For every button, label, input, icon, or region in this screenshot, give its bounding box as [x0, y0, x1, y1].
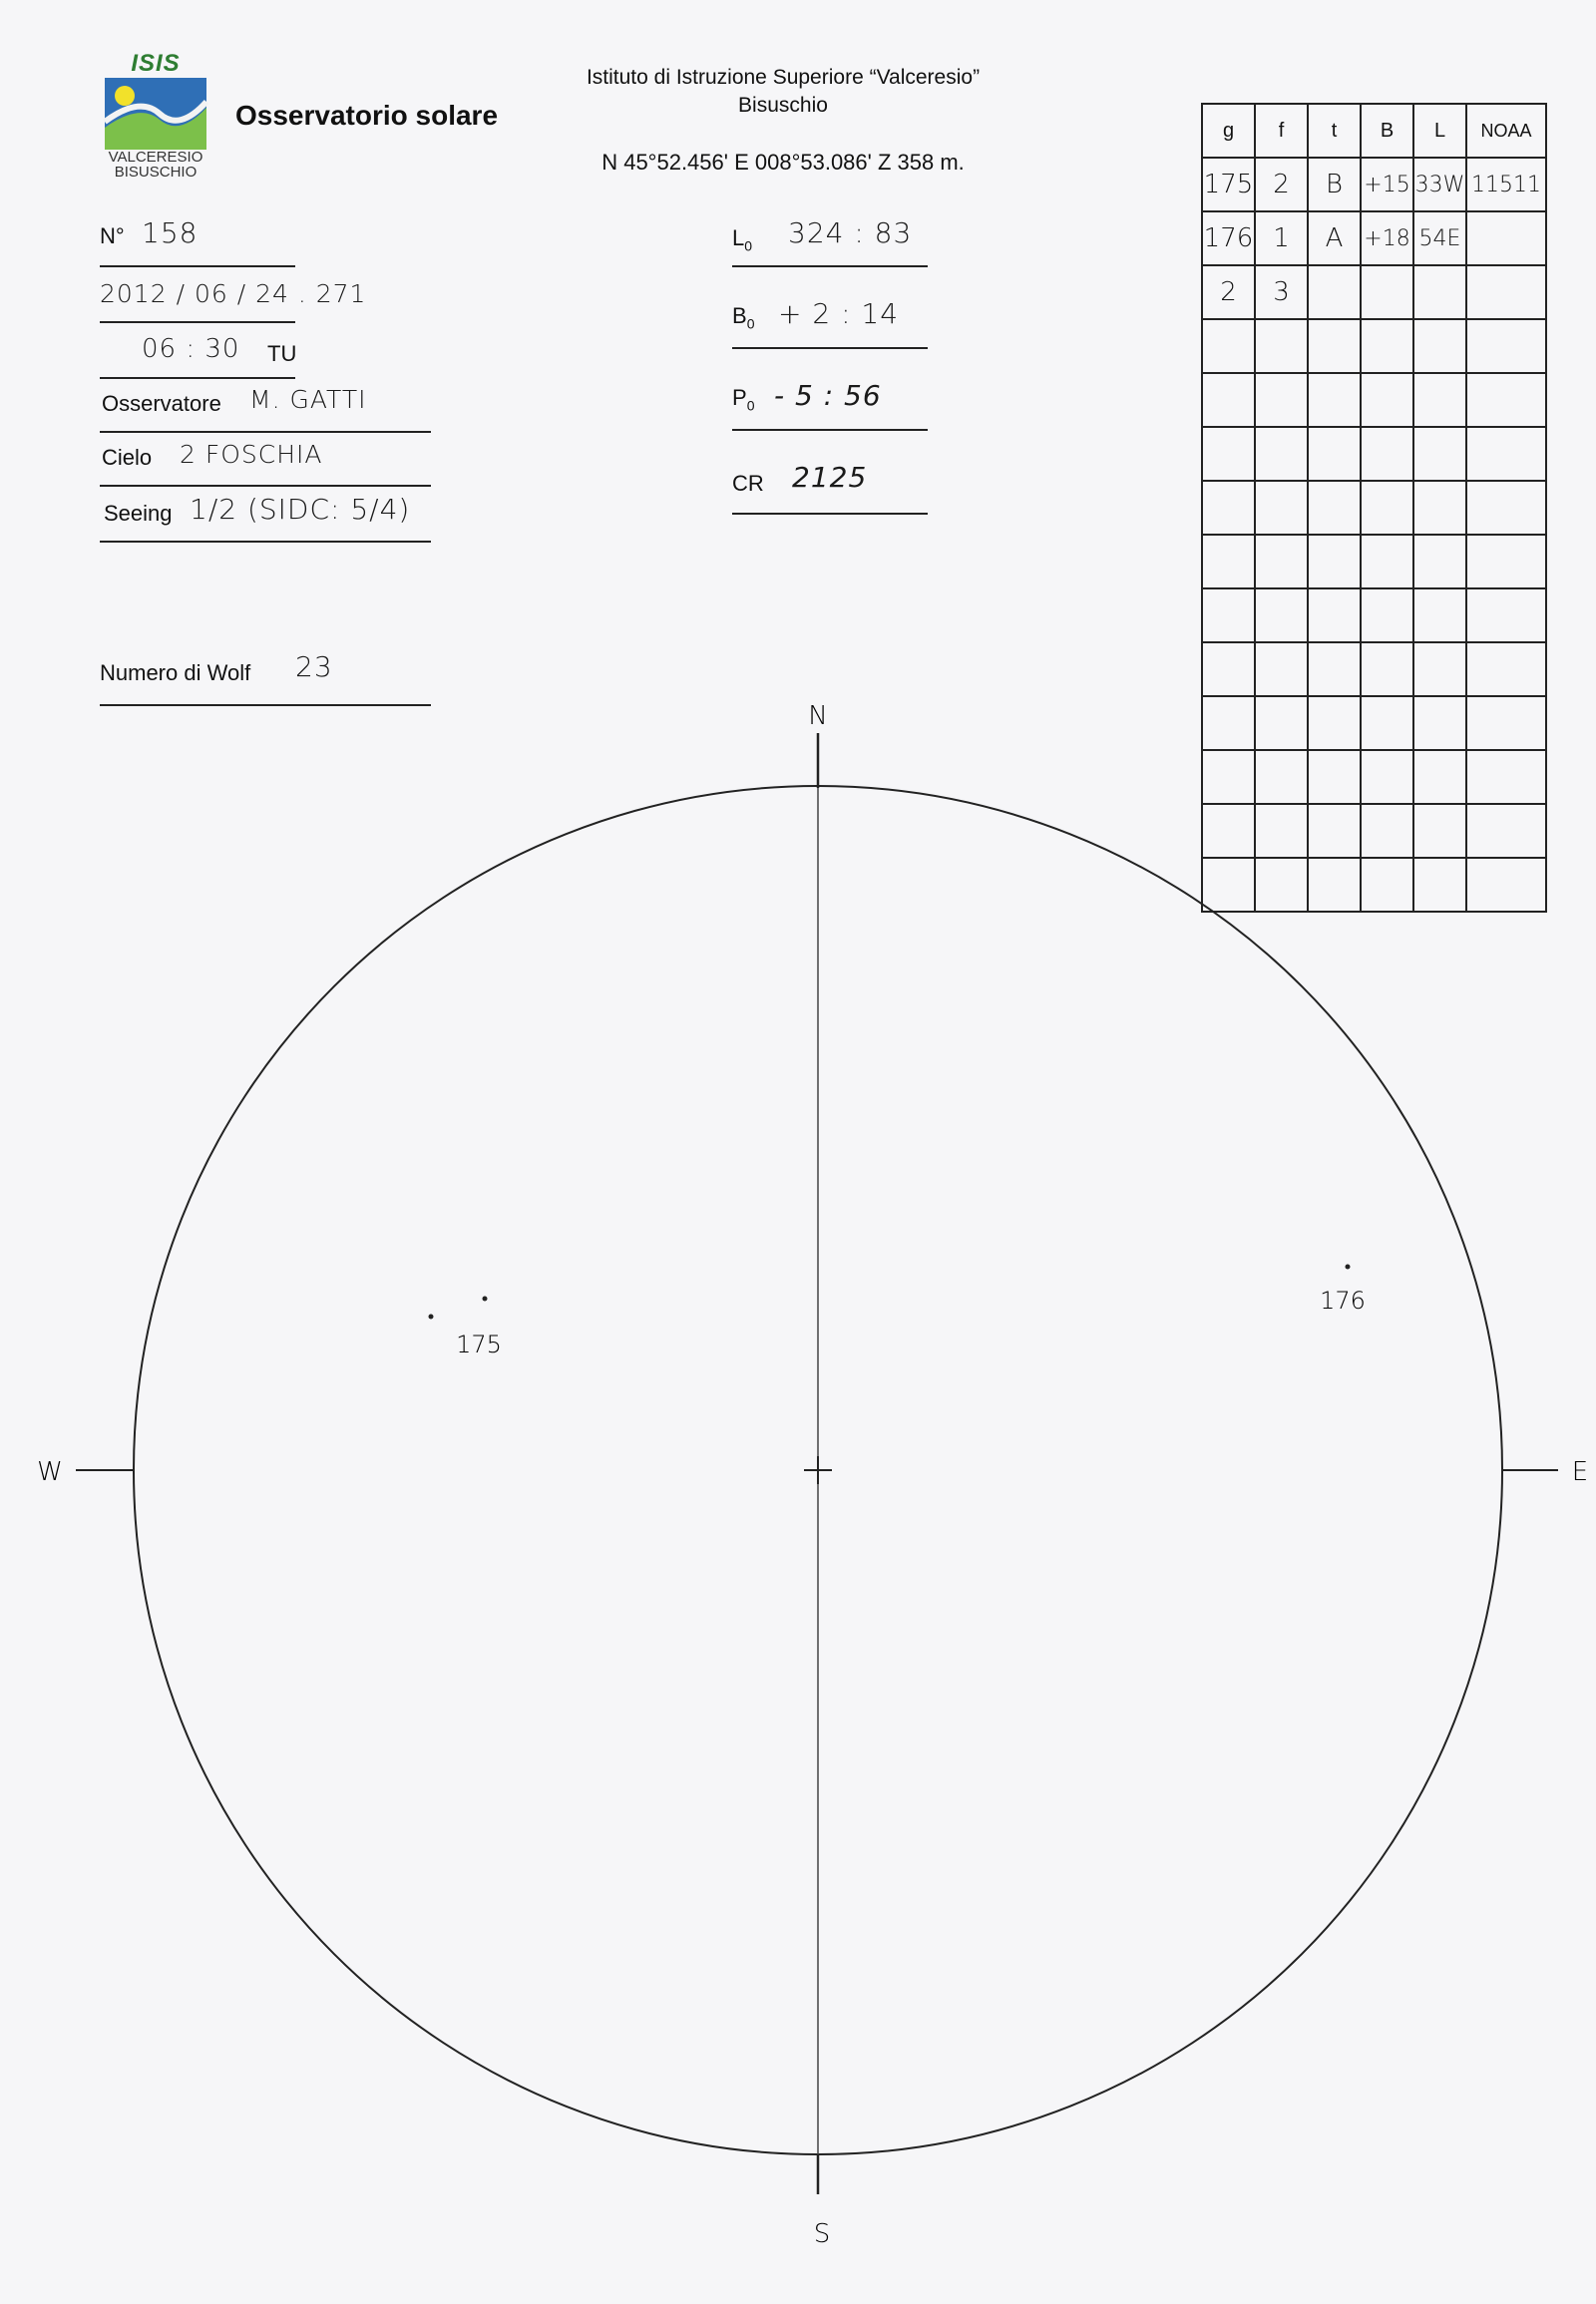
header-noaa: NOAA: [1466, 104, 1546, 158]
seeing-value: 1/2 (SIDC: 5/4): [190, 493, 411, 526]
table-cell: 54E: [1413, 211, 1466, 265]
sunspot-175-b: [483, 1297, 488, 1302]
sunspot-176-a: [1346, 1265, 1351, 1270]
b0-value: + 2 : 14: [778, 297, 900, 330]
west-label: W: [37, 1457, 63, 1487]
observatory-coordinates: N 45°52.456' E 008°53.086' Z 358 m.: [601, 150, 965, 175]
p0-label: $P_0$: [732, 385, 755, 414]
group-175-label: 175: [456, 1331, 502, 1358]
l0-value: 324 : 83: [788, 216, 913, 249]
cr-label: CR: [732, 471, 764, 496]
logo-caption-line1: VALCERESIO: [108, 149, 203, 166]
wolf-number-label: Numero di Wolf: [100, 660, 251, 685]
table-cell: A: [1308, 211, 1361, 265]
l0-label: $L_0$: [732, 225, 753, 254]
number-value: 158: [142, 216, 199, 249]
time-value: 06 : 30: [142, 334, 240, 364]
table-cell: 33W: [1413, 158, 1466, 211]
logo-wordmark: ISIS: [131, 50, 181, 77]
header-f: f: [1255, 104, 1308, 158]
seeing-label: Seeing: [104, 501, 173, 526]
table-cell: 3: [1255, 265, 1308, 319]
table-cell: 175: [1202, 158, 1255, 211]
table-cell: +15: [1361, 158, 1413, 211]
table-cell: +18: [1361, 211, 1413, 265]
south-label: S: [813, 2219, 831, 2249]
institute-name: Istituto di Istruzione Superiore “Valceresio”: [586, 66, 981, 89]
logo-caption-line2: BISUSCHIO: [114, 164, 198, 181]
table-cell: 1: [1255, 211, 1308, 265]
sunspot-175-a: [429, 1315, 434, 1320]
institute-town: Bisuschio: [738, 94, 828, 117]
p0-value: - 5 : 56: [774, 379, 882, 412]
b0-label: $B_0$: [732, 303, 755, 332]
sky-value: 2 FOSCHIA: [180, 440, 323, 469]
table-cell: 2: [1202, 265, 1255, 319]
header-l: L: [1413, 104, 1466, 158]
sky-label: Cielo: [102, 445, 153, 470]
header-t: t: [1308, 104, 1361, 158]
time-unit: TU: [267, 341, 297, 366]
table-cell: 2: [1255, 158, 1308, 211]
header-g: g: [1202, 104, 1255, 158]
east-label: E: [1571, 1457, 1589, 1487]
observer-value: M. GATTI: [249, 385, 367, 414]
observatory-title: Osservatorio solare: [235, 100, 499, 131]
table-cell: 176: [1202, 211, 1255, 265]
wolf-number-value: 23: [295, 650, 333, 683]
observer-label: Osservatore: [102, 391, 221, 416]
header-b: B: [1361, 104, 1413, 158]
number-label: N°: [100, 223, 125, 248]
cr-value: 2125: [792, 461, 868, 494]
north-label: N: [808, 701, 828, 731]
table-cell: 11511: [1466, 158, 1546, 211]
date-value: 2012 / 06 / 24 . 271: [100, 279, 367, 308]
table-cell: B: [1308, 158, 1361, 211]
group-176-label: 176: [1320, 1287, 1366, 1315]
